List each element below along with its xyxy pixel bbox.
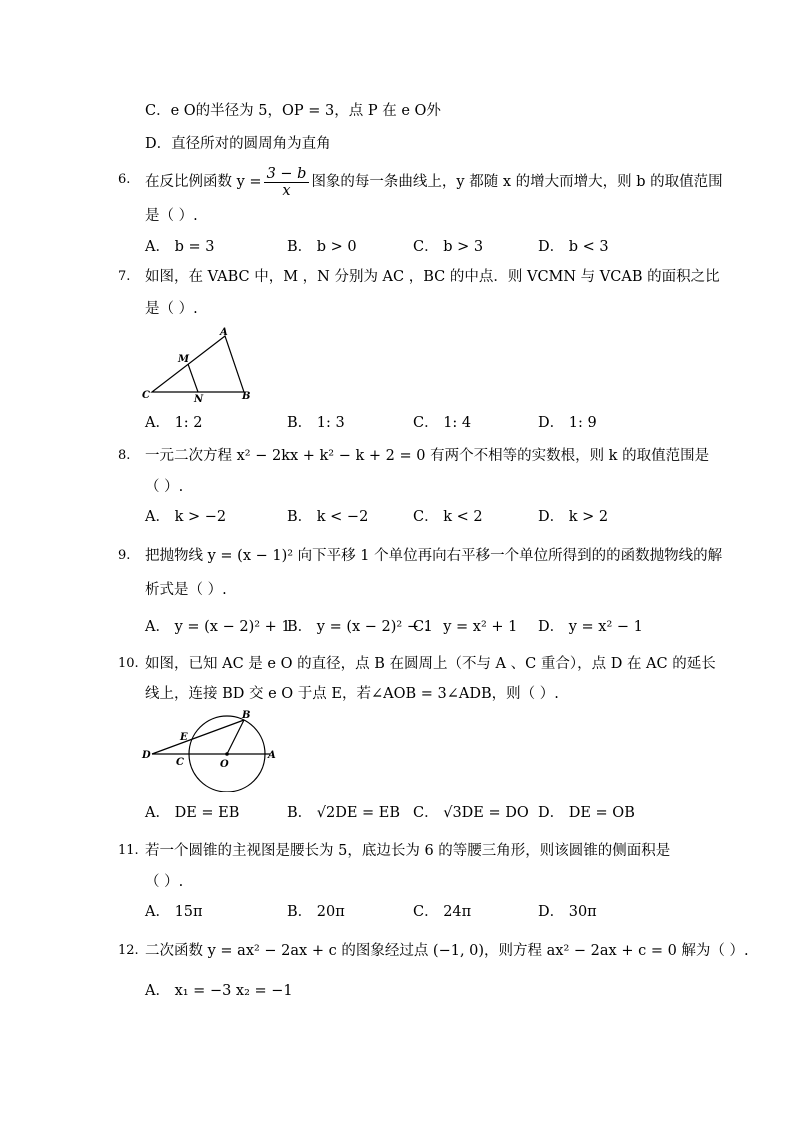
q7-option-b: B． 1: 3 (287, 415, 345, 431)
q6-post: 图象的每一条曲线上，y 都随 x 的增大而增大，则 b 的取值范围 (311, 174, 723, 190)
q8-line2: （ ）. (145, 479, 184, 495)
q10-line1: 如图，已知 AC 是 e O 的直径，点 B 在圆周上（不与 A 、C 重合），点 D 在 AC 的延长 (145, 656, 716, 672)
q6-number: 6. (118, 172, 131, 187)
q9-line2: 析式是（ ）. (145, 582, 227, 598)
q11-option-a: A． 15π (145, 904, 203, 920)
q10-line2: 线上，连接 BD 交 e O 于点 E，若∠AOB = 3∠ADB，则（ ）. (145, 686, 559, 702)
label-e: E (180, 732, 188, 743)
q8-option-c: C． k < 2 (413, 509, 483, 525)
q10-option-a: A． DE = EB (145, 805, 240, 821)
q9-option-a: A． y = (x − 2)² + 1 (145, 619, 291, 635)
q7-option-c: C． 1: 4 (413, 415, 472, 431)
q9-option-c: C． y = x² + 1 (413, 619, 518, 635)
segment-mn (188, 364, 198, 392)
label-d: D (142, 750, 151, 761)
q7-option-a: A． 1: 2 (145, 415, 203, 431)
q10-number: 10. (118, 656, 139, 671)
q12-option-a: A． x₁ = −3 x₂ = −1 (145, 983, 293, 999)
q8-option-a: A． k > −2 (145, 509, 227, 525)
q6-line1 (145, 162, 723, 202)
q6-fraction-numerator: 3 − b (264, 166, 310, 183)
q11-line2: （ ）. (145, 874, 184, 890)
label-n: N (194, 394, 204, 402)
q5-option-d: D．直径所对的圆周角为直角 (145, 136, 331, 152)
q5-option-c: C．e O的半径为 5，OP = 3，点 P 在 e O外 (145, 103, 441, 119)
q6-pre: 在反比例函数 y = (145, 174, 262, 190)
center-o-dot (225, 752, 229, 756)
q6-option-b: B． b > 0 (287, 239, 357, 255)
q6-option-a: A． b = 3 (145, 239, 215, 255)
q7-number: 7. (118, 269, 131, 284)
q6-fraction (264, 166, 310, 199)
triangle-abc (152, 336, 244, 392)
label-c: C (142, 390, 150, 401)
q11-number: 11. (118, 843, 139, 858)
q6-option-d: D． b < 3 (538, 239, 609, 255)
q8-option-b: B． k < −2 (287, 509, 369, 525)
q10-circle-figure (140, 708, 280, 792)
q6-option-c: C． b > 3 (413, 239, 484, 255)
label-m: M (178, 354, 190, 365)
q11-option-d: D． 30π (538, 904, 597, 920)
q7-option-d: D． 1: 9 (538, 415, 597, 431)
q9-line1: 把抛物线 y = (x − 1)² 向下平移 1 个单位再向右平移一个单位所得到的的函数抛物线的解 (145, 548, 723, 564)
label-a: A (220, 327, 228, 338)
q8-line1: 一元二次方程 x² − 2kx + k² − k + 2 = 0 有两个不相等的实数根，则 k 的取值范围是 (145, 448, 710, 464)
label-b: B (242, 710, 251, 721)
q9-number: 9. (118, 548, 131, 563)
q9-option-d: D． y = x² − 1 (538, 619, 643, 635)
q12-number: 12. (118, 943, 139, 958)
label-b: B (242, 391, 251, 402)
q7-triangle-figure (140, 326, 260, 402)
q10-option-b: B． √2DE = EB (287, 805, 401, 821)
q11-option-b: B． 20π (287, 904, 345, 920)
q8-option-d: D． k > 2 (538, 509, 609, 525)
q10-option-d: D． DE = OB (538, 805, 635, 821)
q11-line1: 若一个圆锥的主视图是腰长为 5，底边长为 6 的等腰三角形，则该圆锥的侧面积是 (145, 843, 671, 859)
q10-option-c: C． √3DE = DO (413, 805, 529, 821)
label-a: A (268, 750, 276, 761)
q7-line2: 是（ ）. (145, 301, 198, 317)
q7-line1: 如图，在 VABC 中，M ，N 分别为 AC ，BC 的中点．则 VCMN 与 VCAB 的面积之比 (145, 269, 720, 285)
q9-option-b: B． y = (x − 2)² − 1 (287, 619, 433, 635)
q6-line2: 是（ ）. (145, 208, 198, 224)
q8-number: 8. (118, 448, 131, 463)
label-o: O (220, 759, 229, 770)
q11-option-c: C． 24π (413, 904, 472, 920)
label-c: C (176, 757, 184, 768)
q12-line1: 二次函数 y = ax² − 2ax + c 的图象经过点 (−1, 0)，则方程 ax² − 2ax + c = 0 解为（ ）. (145, 943, 749, 959)
q6-fraction-denominator: x (282, 182, 291, 199)
